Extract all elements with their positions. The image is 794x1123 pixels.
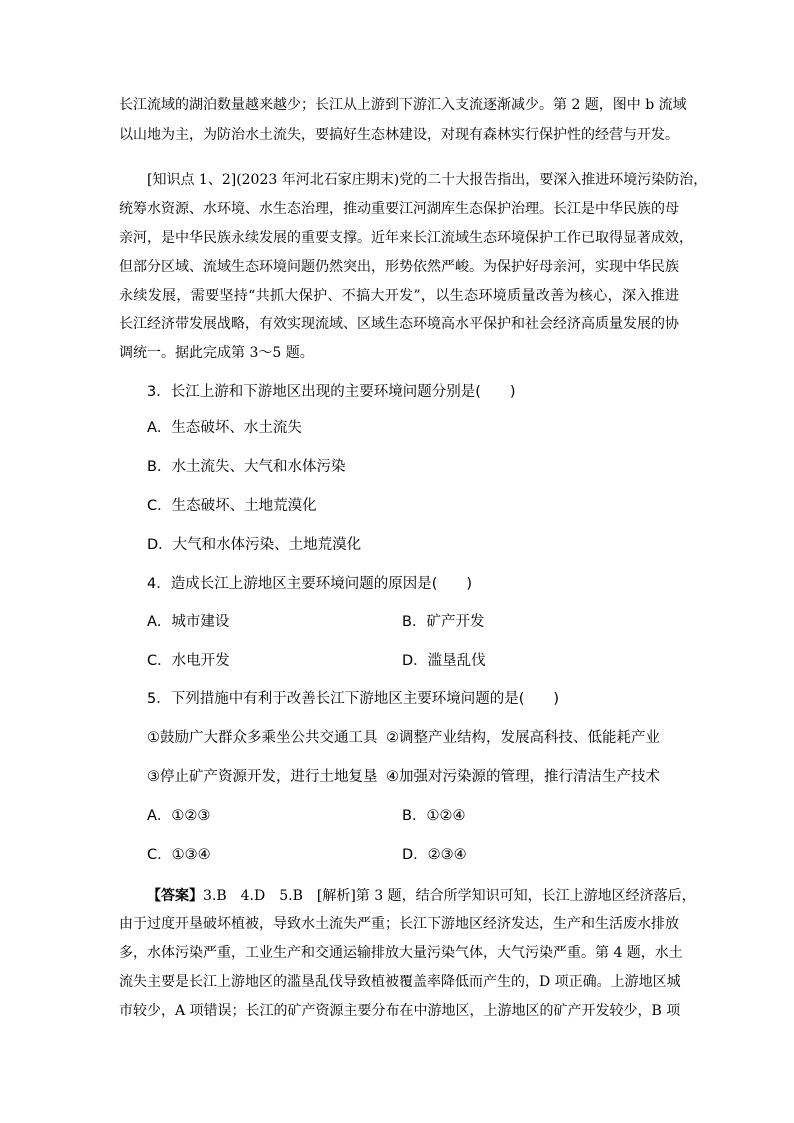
analysis-line: 流失主要是长江上游地区的滥垦乱伐导致植被覆盖率降低而产生的，D 项正确。上游地区城 bbox=[119, 974, 681, 990]
analysis-line: 市较少，A 项错误；长江的矿产资源主要分布在中游地区，上游地区的矿产开发较少，B 项 bbox=[119, 1003, 681, 1019]
passage-line: [知识点 1、2](2023 年河北石家庄期末)党的二十大报告指出，要深入推进环境污染防治， bbox=[147, 172, 708, 188]
question-5-option-a: A．①②③ bbox=[147, 808, 211, 824]
question-5-item-2: ②调整产业结构，发展高科技、低能耗产业 bbox=[386, 730, 660, 746]
question-3-option-d: D．大气和水体污染、土地荒漠化 bbox=[147, 537, 362, 553]
question-3-option-b: B．水土流失、大气和水体污染 bbox=[147, 459, 346, 475]
passage-line: 亲河，是中华民族永续发展的重要支撑。近年来长江流域生态环境保护工作已取得显著成效， bbox=[119, 230, 693, 246]
passage-line: 长江经济带发展战略，有效实现流域、区域生态环境高水平保护和社会经济高质量发展的协 bbox=[119, 316, 679, 332]
answer-label: 【答案】 bbox=[147, 888, 203, 904]
analysis-line: 多，水体污染严重，工业生产和交通运输排放大量污染气体，大气污染严重。第 4 题，水土 bbox=[119, 945, 683, 961]
question-3-option-a: A．生态破坏、水土流失 bbox=[147, 420, 302, 436]
passage-line: 统筹水资源、水环境、水生态治理，推动重要江河湖库生态保护治理。长江是中华民族的母 bbox=[119, 201, 679, 217]
question-5-option-d: D．②③④ bbox=[402, 847, 467, 863]
question-4-option-a: A．城市建设 bbox=[147, 614, 230, 630]
question-4-option-d: D．滥垦乱伐 bbox=[402, 653, 486, 669]
question-5-option-c: C．①③④ bbox=[147, 847, 211, 863]
answer-line bbox=[147, 886, 696, 906]
question-3-option-c: C．生态破坏、土地荒漠化 bbox=[147, 498, 317, 514]
question-5-item-3: ③停止矿产资源开发，进行土地复垦 bbox=[147, 769, 378, 785]
question-4-stem: 4．造成长江上游地区主要环境问题的原因是( ) bbox=[147, 576, 473, 592]
text-line: 长江流域的湖泊数量越来越少；长江从上游到下游汇入支流逐渐减少。第 2 题，图中 b 流域 bbox=[119, 97, 687, 113]
question-4-option-c: C．水电开发 bbox=[147, 653, 230, 669]
passage-line: 调统一。据此完成第 3～5 题。 bbox=[119, 345, 314, 361]
question-3-stem: 3．长江上游和下游地区出现的主要环境问题分别是( ) bbox=[147, 384, 516, 400]
text-line: 以山地为主，为防治水土流失，要搞好生态林建设，对现有森林实行保护性的经营与开发。 bbox=[119, 127, 679, 143]
question-5-item-4: ④加强对污染源的管理，推行清洁生产技术 bbox=[386, 769, 660, 785]
question-5-stem: 5．下列措施中有利于改善长江下游地区主要环境问题的是( ) bbox=[147, 691, 560, 707]
passage-line: 永续发展，需要坚持“共抓大保护、不搞大开发”，以生态环境质量改善为核心，深入推进 bbox=[119, 288, 679, 304]
question-5-item-1: ①鼓励广大群众多乘坐公共交通工具 bbox=[147, 730, 378, 746]
answer-text: 3.B 4.D 5.B [解析]第 3 题，结合所学知识可知，长江上游地区经济落后， bbox=[203, 888, 696, 904]
question-4-option-b: B．矿产开发 bbox=[402, 614, 485, 630]
analysis-line: 由于过度开垦破坏植被，导致水土流失严重；长江下游地区经济发达，生产和生活废水排放 bbox=[119, 916, 679, 932]
question-5-option-b: B．①②④ bbox=[402, 808, 466, 824]
passage-line: 但部分区域、流域生态环境问题仍然突出，形势依然严峻。为保护好母亲河，实现中华民族 bbox=[119, 259, 679, 275]
